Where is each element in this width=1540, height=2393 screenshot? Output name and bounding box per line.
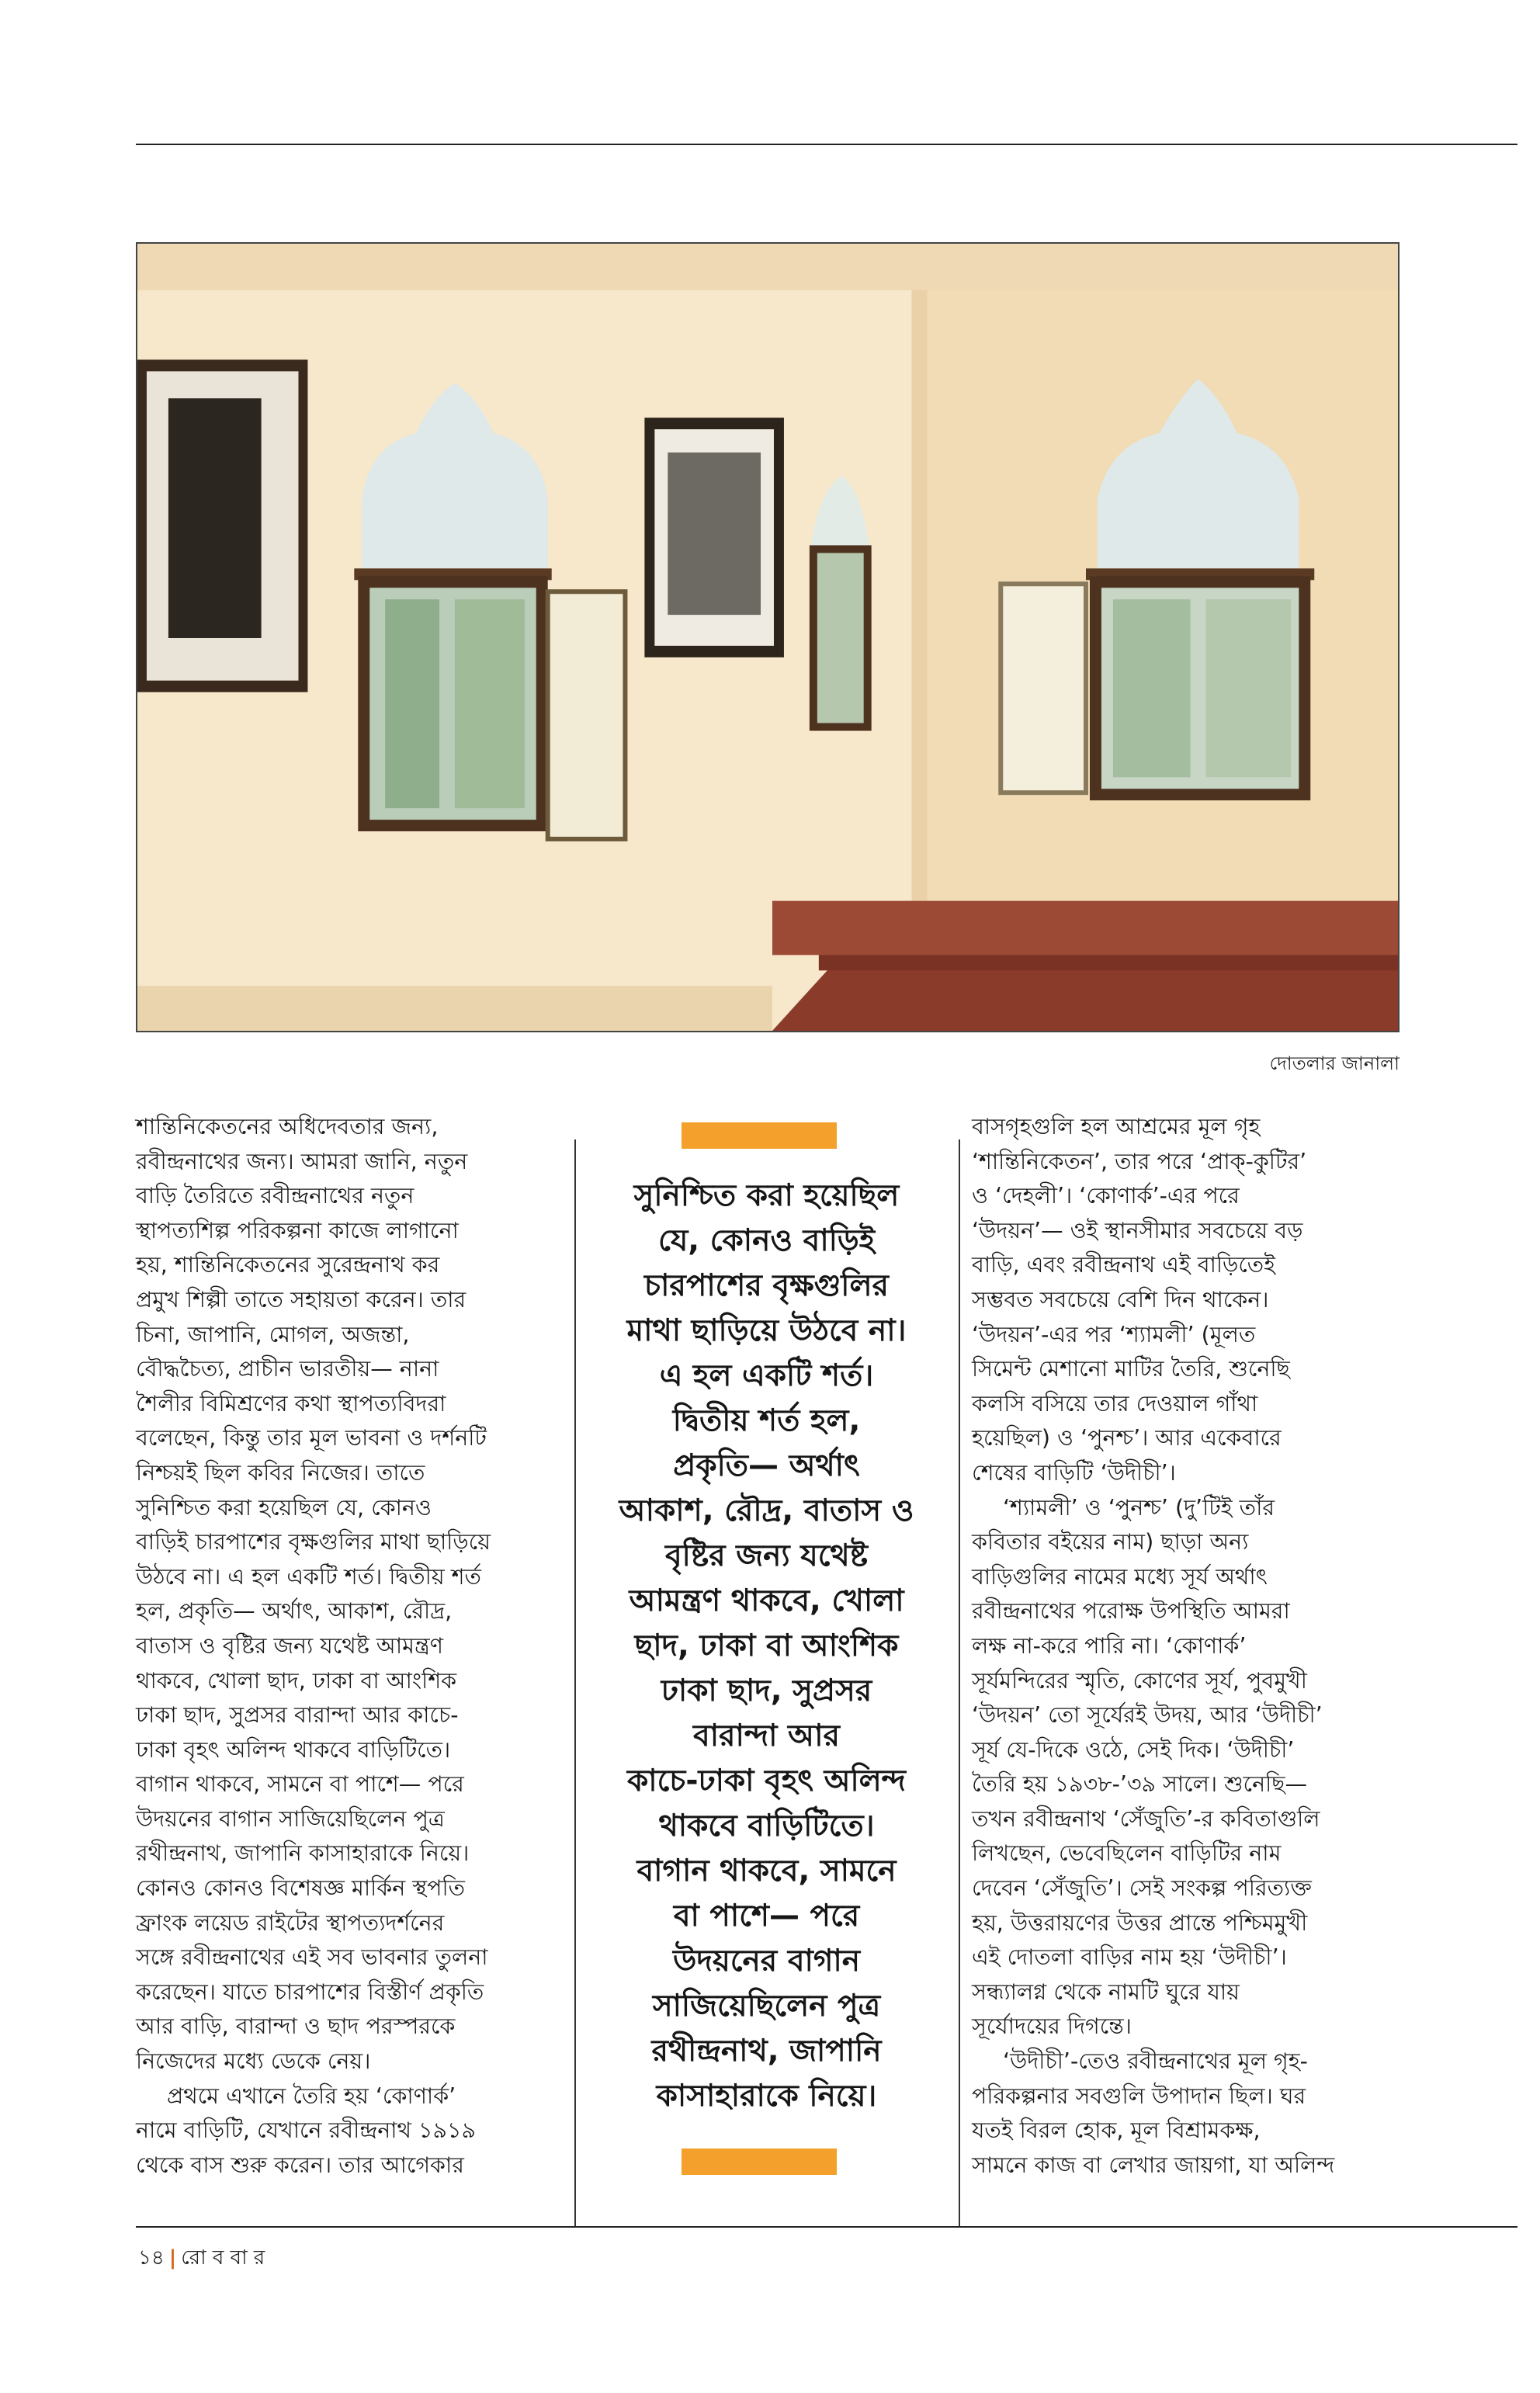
bottom-rule	[136, 2226, 1517, 2228]
room-window-illustration	[137, 244, 1398, 1031]
photo-caption: দোতলার জানালা	[1269, 1053, 1400, 1074]
column-divider-right	[959, 1139, 960, 2226]
column-divider-left	[574, 1139, 576, 2226]
top-rule	[136, 144, 1517, 145]
left-paragraph-2: প্রথমে এখানে তৈরি হয় ‘কোণার্ক’ নামে বাড়িটি, যেখানে রবীন্দ্রনাথ ১৯১৯ থেকে বাস শুরু করেন। তার আগেকার	[136, 2083, 477, 2178]
pull-quote: সুনিশ্চিত করা হয়েছিল যে, কোনও বাড়িই চারপাশের বৃক্ষগুলির মাথা ছাড়িয়ে উঠবে না। এ হল একটি শর্ত। দ্বিতীয় শর্ত হল, প্রকৃতি— অর্থাৎ আকাশ, রৌদ্র, বাতাস ও বৃষ্টির জন্য যথেষ্ট আমন্ত্রণ থাকবে, খোলা ছাদ, ঢাকা বা আংশিক ঢাকা ছাদ, সুপ্রসর বারান্দা আর কাচে-ঢাকা বৃহৎ অলিন্দ থাকবে বাড়িটিতে। বাগান থাকবে, সামনে বা পাশে— পরে উদয়নের বাগান সাজিয়েছিলেন পুত্র রথীন্দ্রনাথ, জাপানি কাসাহারাকে নিয়ে।	[619, 1178, 914, 2114]
right-paragraph-3: ‘উদীচী’-তেও রবীন্দ্রনাথের মূল গৃহ- পরিকল্পনার সবগুলি উপাদান ছিল। ঘর যতই বিরল হোক, মূল বিশ্রামকক্ষ, সামনে কাজ বা লেখার জায়গা, যা অলিন্দ	[972, 2048, 1335, 2178]
footer-separator: |	[168, 2246, 177, 2270]
page-footer	[138, 2242, 265, 2276]
left-paragraph-1: শান্তিনিকেতনের অধিদেবতার জন্য, রবীন্দ্রনাথের জন্য। আমরা জানি, নতুন বাড়ি তৈরিতে রবীন্দ্রনাথের নতুন স্থাপত্যশিল্প পরিকল্পনা কাজে লাগানো হয়, শান্তিনিকেতনের সুরেন্দ্রনাথ কর প্রমুখ শিল্পী তাতে সহায়তা করেন। তার চিনা, জাপানি, মোগল, অজন্তা, বৌদ্ধচৈত্য, প্রাচীন ভারতীয়— নানা শৈলীর বিমিশ্রণের কথা স্থাপত্যবিদরা বলেছেন, কিন্তু তার মূল ভাবনা ও দর্শনটি নিশ্চয়ই ছিল কবির নিজের। তাতে সুনিশ্চিত করা হয়েছিল যে, কোনও বাড়িই চারপাশের বৃক্ষগুলির মাথা ছাড়িয়ে উঠবে না। এ হল একটি শর্ত। দ্বিতীয় শর্ত হল, প্রকৃতি— অর্থাৎ, আকাশ, রৌদ্র, বাতাস ও বৃষ্টির জন্য যথেষ্ট আমন্ত্রণ থাকবে, খোলা ছাদ, ঢাকা বা আংশিক ঢাকা ছাদ, সুপ্রসর বারান্দা আর কাচে- ঢাকা বৃহৎ অলিন্দ থাকবে বাড়িটিতে। বাগান থাকবে, সামনে বা পাশে— পরে উদয়নের বাগান সাজিয়েছিলেন পুত্র রথীন্দ্রনাথ, জাপানি কাসাহারাকে নিয়ে। কোনও কোনও বিশেষজ্ঞ মার্কিন স্থপতি ফ্রাংক লয়েড রাইটের স্থাপত্যদর্শনের সঙ্গে রবীন্দ্রনাথের এই সব ভাবনার তুলনা করেছেন। যাতে চারপাশের বিস্তীর্ণ প্রকৃতি আর বাড়ি, বারান্দা ও ছাদ পরস্পরকে নিজেদের মধ্যে ডেকে নেয়।	[136, 1114, 491, 2075]
interior-photo	[136, 242, 1400, 1032]
section-name: রো ব বা র	[181, 2246, 265, 2270]
article-left-column	[136, 1110, 555, 2183]
pull-quote-top-bar	[682, 1122, 837, 1149]
right-paragraph-2: ‘শ্যামলী’ ও ‘পুনশ্চ’ (দু’টিই তাঁর কবিতার বইয়ের নাম) ছাড়া অন্য বাড়িগুলির নামের মধ্যে সূর্য অর্থাৎ রবীন্দ্রনাথের পরোক্ষ উপস্থিতি আমরা লক্ষ না-করে পারি না। ‘কোণার্ক’ সূর্যমন্দিরের স্মৃতি, কোণের সূর্য, পুবমুখী ‘উদয়ন’ তো সূর্যেরই উদয়, আর ‘উদীচী’ সূর্য যে-দিকে ওঠে, সেই দিক। ‘উদীচী’ তৈরি হয় ১৯৩৮-’৩৯ সালে। শুনেছি— তখন রবীন্দ্রনাথ ‘সেঁজুতি’-র কবিতাগুলি লিখছেন, ভেবেছিলেন বাড়িটির নাম দেবেন ‘সেঁজুতি’। সেই সংকল্প পরিত্যক্ত হয়, উত্তরায়ণের উত্তর প্রান্তে পশ্চিমমুখী এই দোতলা বাড়ির নাম হয় ‘উদীচী’। সন্ধ্যালগ্ন থেকে নামটি ঘুরে যায় সূর্যোদয়ের দিগন্তে।	[972, 1494, 1323, 2040]
page-number: ১৪	[138, 2246, 165, 2270]
article-right-column	[972, 1110, 1406, 2183]
right-paragraph-1: বাসগৃহগুলি হল আশ্রমের মূল গৃহ ‘শান্তিনিকেতন’, তার পরে ‘প্রাক্-কুটির’ ও ‘দেহলী’। ‘কোণার্ক’-এর পরে ‘উদয়ন’— ওই স্থানসীমার সবচেয়ে বড় বাড়ি, এবং রবীন্দ্রনাথ এই বাড়িতেই সম্ভবত সবচেয়ে বেশি দিন থাকেন। ‘উদয়ন’-এর পর ‘শ্যামলী’ (মূলত সিমেন্ট মেশানো মাটির তৈরি, শুনেছি কলসি বসিয়ে তার দেওয়াল গাঁথা হয়েছিল) ও ‘পুনশ্চ’। আর একেবারে শেষের বাড়িটি ‘উদীচী’।	[972, 1114, 1307, 1486]
pull-quote-bottom-bar	[682, 2148, 837, 2175]
